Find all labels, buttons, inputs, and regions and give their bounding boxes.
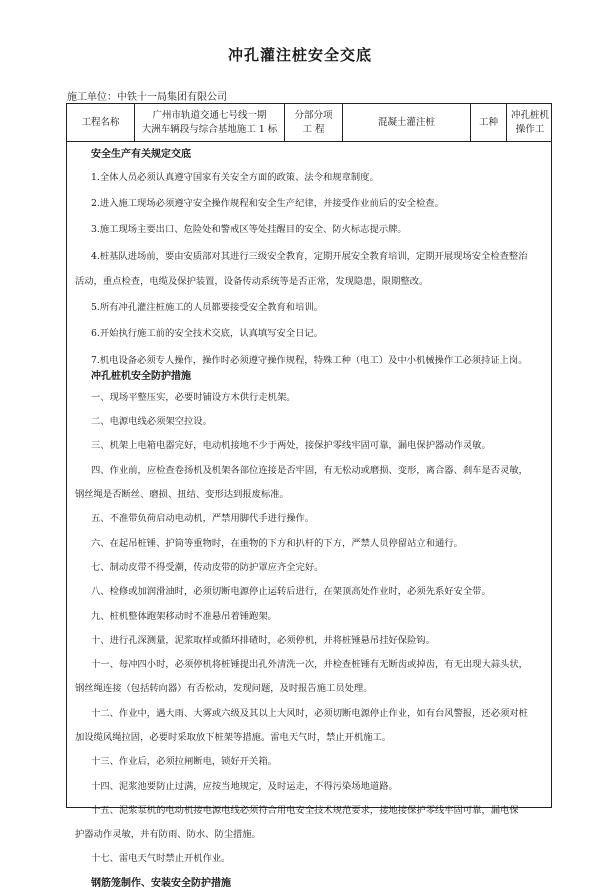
project-name-value: 广州市轨道交通七号线一期 大洲车辆段与综合基地施工 1 标	[135, 104, 285, 141]
measure-11-line-2: 钢丝绳连接（包括转向器）有否松动，发现问题，及时报告施工员处理。	[75, 683, 373, 694]
measure-17: 十七、雷电天气时禁止开机作业。	[91, 853, 231, 864]
trade-value: 冲孔桩机 操作工	[510, 109, 549, 135]
measure-15-line-2: 护器动作灵敏，并有防雨、防水、防尘措施。	[75, 829, 261, 840]
construction-unit: 施工单位：中铁十一局集团有限公司	[67, 92, 227, 103]
measure-13: 十三、作业后，必须拉闸断电，锁好开关箱。	[91, 756, 277, 767]
section-heading-cage: 钢筋笼制作、安装安全防护措施	[91, 878, 231, 889]
document-title: 冲孔灌注桩安全交底	[227, 46, 372, 64]
measure-11-line-1: 十一、每冲四小时，必须停机将桩锤提出孔外清洗一次，并检查桩锤有无断齿或掉齿，有无出现大蒜头状，	[91, 659, 528, 670]
measure-8: 八、检修或加润滑油时，必须切断电源停止运转后进行，在架顶高处作业时，必须先系好安全带。	[91, 586, 491, 597]
measure-7: 七、制动皮带不得受潮，传动皮带的防护罩应齐全完好。	[91, 562, 324, 573]
measure-9: 九、桩机整体跑架移动时不准悬吊着锤跑架。	[91, 611, 277, 622]
rule-7: 7.机电设备必须专人操作，操作时必须遵守操作规程，特殊工种（电工）及中小机械操作工必须持证上岗。	[91, 355, 528, 366]
rule-1: 1.全体人员必须认真遵守国家有关安全方面的政策、法令和规章制度。	[91, 172, 379, 183]
measure-2: 二、电源电线必须架空拉设。	[91, 416, 212, 427]
measure-4-line-1: 四、作业前，应检查卷扬机及机架各部位连接是否牢固，有无松动或磨损、变形，离合器、刹车是否灵敏，	[91, 465, 528, 476]
measure-5: 五、不准带负荷启动电动机，严禁用脚代手进行操作。	[91, 513, 315, 524]
project-name-label: 工程名称	[67, 104, 135, 141]
section-heading-rig: 冲孔桩机安全防护措施	[91, 371, 191, 382]
measure-15-line-1: 十五、泥浆泵机的电动机接电源电线必须符合用电安全技术规范要求，接地接保护零线牢固可靠，漏电保	[91, 805, 519, 816]
rule-3: 3.施工现场主要出口、危险处和警戒区等处挂醒目的安全、防火标志提示牌。	[91, 224, 407, 235]
measure-10: 十、进行孔深测量，泥浆取样或循环排碴时，必须停机，并将桩锤悬吊挂好保险钩。	[91, 635, 435, 646]
measure-1: 一、现场平整压实，必要时铺设方木供行走机架。	[91, 392, 296, 403]
rule-4-line-2: 活动，重点检查，电缆及保护装置，设备传动系统等是否正常，发现隐患，限期整改。	[75, 276, 429, 287]
measure-6: 六、在起吊桩锤、护筒等重物时，在重物的下方和扒杆的下方，严禁人员停留站立和通行。	[91, 538, 463, 549]
rule-2: 2.进入施工现场必须遵守安全操作规程和安全生产纪律，并接受作业前后的安全检查。	[91, 198, 444, 209]
rule-5: 5.所有冲孔灌注桩施工的人员都要接受安全教育和培训。	[91, 302, 323, 313]
measure-4-line-2: 钢丝绳是否断丝、磨损、扭结、变形达到报废标准。	[75, 489, 289, 500]
rule-6: 6.开始执行施工前的安全技术交底，认真填写安全日记。	[91, 328, 323, 339]
sub-project-label: 分部分项 工 程	[285, 104, 343, 141]
rule-4-line-1: 4.桩基队进场前，要由安质部对其进行三级安全教育，定期开展安全教育培训，定期开展现场安全检查整治	[91, 251, 528, 262]
sub-project-value: 混凝土灌注桩	[343, 104, 471, 141]
measure-12-line-2: 加设缆风绳拉固，必要时采取放下桩架等措施。雷电天气时，禁止开机施工。	[75, 732, 392, 743]
measure-12-line-1: 十二、作业中，遇大雨、大雾或六级及其以上大风时，必须切断电源停止作业，如有台风警报，还必须对桩	[91, 708, 528, 719]
measure-14: 十四、泥浆池要防止过满，应按当地规定，及时运走，不得污染场地道路。	[91, 781, 398, 792]
section-heading-general: 安全生产有关规定交底	[91, 149, 191, 160]
measure-3: 三、机架上电箱电器完好，电动机接地不少于两处，接保护零线牢固可靠，漏电保护器动作灵敏。	[91, 440, 491, 451]
disclosure-form	[66, 103, 552, 889]
trade-label: 工种	[471, 104, 507, 141]
header-row	[67, 104, 551, 142]
